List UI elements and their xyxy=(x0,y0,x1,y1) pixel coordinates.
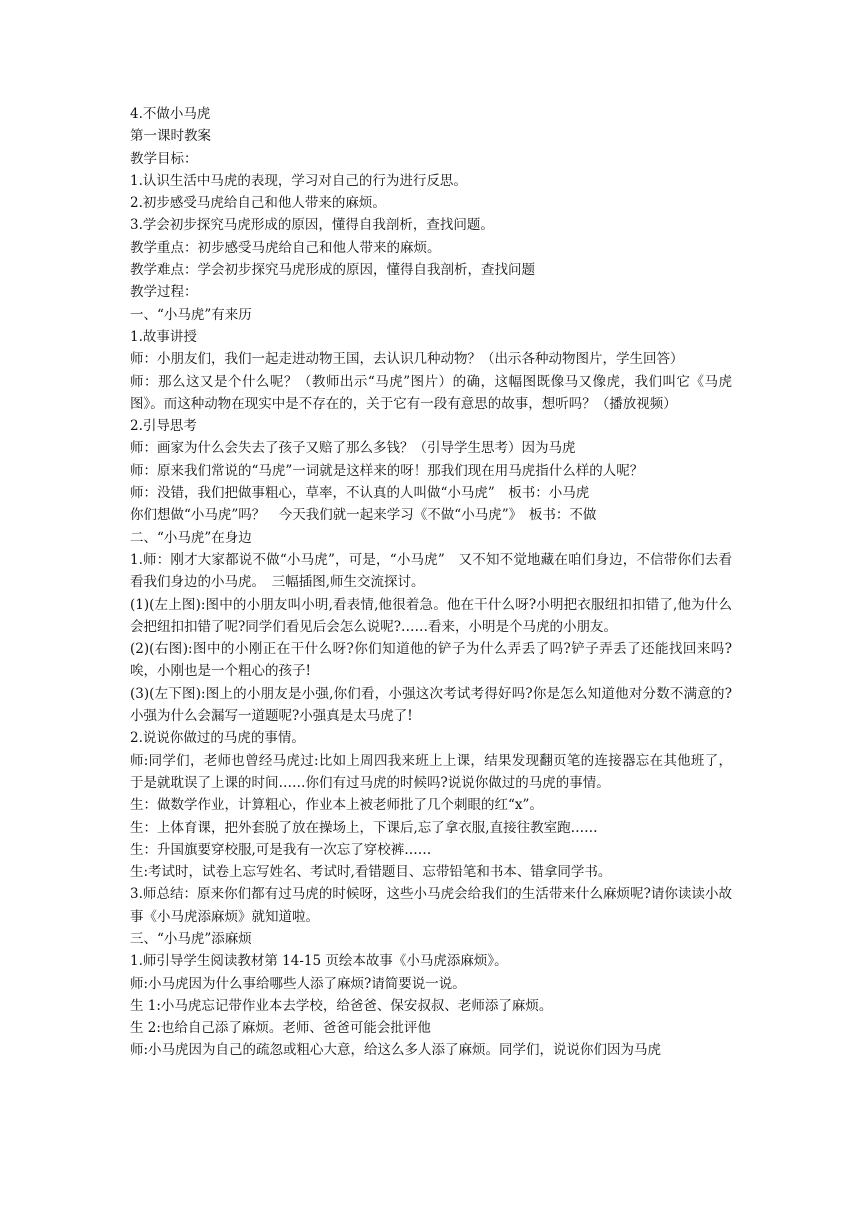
paragraph: 1.师引导学生阅读教材第 14-15 页绘本故事《小马虎添麻烦》。 xyxy=(130,953,508,970)
step-heading: 1.故事讲授 xyxy=(130,328,197,345)
part-heading: 二、“小马虎”在身边 xyxy=(130,529,252,546)
paragraph: 师：小朋友们，我们一起走进动物王国，去认识几种动物？（出示各种动物图片，学生回答） xyxy=(130,351,684,368)
paragraph: (1)(左上图):图中的小朋友叫小明,看表情,他很着急。他在干什么呀?小明把衣服纽扣扣错了,他为什么会把纽扣扣错了呢?同学们看见后会怎么说呢?……看来，小明是个马虎的小朋友。 xyxy=(130,596,732,635)
paragraph: 师：没错，我们把做事粗心，草率，不认真的人叫做“小马虎” 板书：小马虎 xyxy=(130,485,590,502)
part-heading: 一、“小马虎”有来历 xyxy=(130,306,252,323)
paragraph: 生：上体育课，把外套脱了放在操场上，下课后,忘了拿衣服,直接往教室跑…… xyxy=(130,819,598,836)
paragraph: 生 2:也给自己添了麻烦。老师、爸爸可能会批评他 xyxy=(130,1020,431,1037)
paragraph: 师:同学们，老师也曾经马虎过:比如上周四我来班上上课，结果发现翻页笔的连接器忘在其他班了，于是就耽误了上课的时间……你们有过马虎的时候吗?说说你做过的马虎的事情。 xyxy=(130,752,732,791)
paragraph: 生 1:小马虎忘记带作业本去学校，给爸爸、保安叔叔、老师添了麻烦。 xyxy=(130,997,553,1014)
paragraph: (3)(左下图):图上的小朋友是小强,你们看，小强这次考试考得好吗?你是怎么知道他对分数不满意的?小强为什么会漏写一道题呢?小强真是太马虎了! xyxy=(130,685,732,725)
goal-item: 2.初步感受马虎给自己和他人带来的麻烦。 xyxy=(130,195,386,212)
step-heading: 2.引导思考 xyxy=(130,418,197,435)
paragraph: 生：升国旗要穿校服,可是我有一次忘了穿校裤…… xyxy=(130,841,432,858)
paragraph: 师:小马虎因为什么事给哪些人添了麻烦?请简要说一说。 xyxy=(130,975,466,992)
section-heading-process: 教学过程： xyxy=(130,284,198,301)
section-heading-goals: 教学目标： xyxy=(130,150,198,167)
goal-item: 1.认识生活中马虎的表现，学习对自己的行为进行反思。 xyxy=(130,172,467,189)
paragraph: 3.师总结：原来你们都有过马虎的时候呀，这些小马虎会给我们的生活带来什么麻烦呢?请你读读小故事《小马虎添麻烦》就知道啦。 xyxy=(130,886,732,925)
paragraph: 师:小马虎因为自己的疏忽或粗心大意，给这么多人添了麻烦。同学们，说说你们因为马虎 xyxy=(130,1042,662,1059)
paragraph: 生：做数学作业，计算粗心，作业本上被老师批了几个刺眼的红“x”。 xyxy=(130,797,543,814)
paragraph: (2)(右图):图中的小刚正在干什么呀?你们知道他的铲子为什么弄丢了吗?铲子弄丢了还能找回来吗?唉，小刚也是一个粗心的孩子! xyxy=(130,641,732,680)
paragraph: 1.师：刚才大家都说不做“小马虎”，可是，“小马虎” 又不知不觉地藏在咱们身边，不信带你们去看看我们身边的小马虎。 三幅插图,师生交流探讨。 xyxy=(130,551,732,591)
paragraph: 师：原来我们常说的“马虎”一词就是这样来的呀！那我们现在用马虎指什么样的人呢？ xyxy=(130,462,644,479)
lesson-title: 4.不做小马虎 xyxy=(130,106,211,122)
document-body xyxy=(130,103,732,1062)
key-point: 教学重点：初步感受马虎给自己和他人带来的麻烦。 xyxy=(130,239,441,256)
paragraph: 你们想做“小马虎”吗？ 今天我们就一起来学习《不做“小马虎”》 板书：不做 xyxy=(130,507,597,524)
paragraph: 师：画家为什么会失去了孩子又赔了那么多钱？（引导学生思考）因为马虎 xyxy=(130,440,576,457)
paragraph: 生:考试时，试卷上忘写姓名、考试时,看错题目、忘带铅笔和书本、错拿同学书。 xyxy=(130,864,612,881)
paragraph: 师：那么这又是个什么呢？（教师出示“马虎”图片）的确，这幅图既像马又像虎，我们叫它《马虎图》。而这种动物在现实中是不存在的，关于它有一段有意思的故事，想听吗？（播放视频） xyxy=(130,373,732,412)
difficult-point: 教学难点：学会初步探究马虎形成的原因，懂得自我剖析，查找问题 xyxy=(130,262,535,279)
lesson-subtitle: 第一课时教案 xyxy=(130,128,211,145)
part-heading: 三、“小马虎”添麻烦 xyxy=(130,930,252,947)
goal-item: 3.学会初步探究马虎形成的原因，懂得自我剖析，查找问题。 xyxy=(130,217,494,234)
step-heading: 2.说说你做过的马虎的事情。 xyxy=(130,730,305,747)
